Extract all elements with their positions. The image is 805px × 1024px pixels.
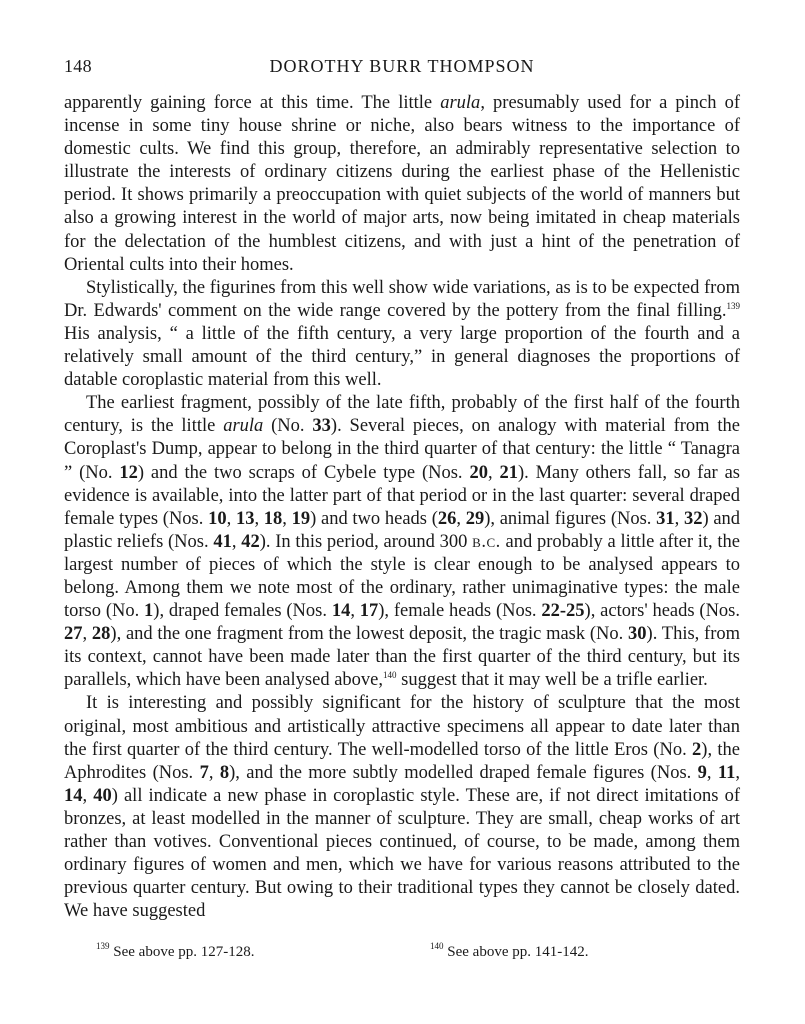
paragraph-3: The earliest fragment, possibly of the late fifth, probably of the first half of the fourth century, is the little arula (No. 33). Several pieces, on analogy with material from the Coroplast's Dump, appear to belong in the third quarter of that century: the little “ Tanagra ” (No. 12) and the two scraps of Cybele type (Nos. 20, 21). Many others fall, so far as evidence is available, into the latter part of that period or in the last quarter: several draped female types (Nos. 10, 13, 18, 19) and two heads (26, 29), animal figures (Nos. 31, 32) and plastic reliefs (Nos. 41, 42). In this period, around 300 b.c. and probably a little after it, the largest number of pieces of which the style is clear enough to be analysed appears to belong. Among them we note most of the ordinary, rather unimaginative types: the male torso (No. 1), draped females (Nos. 14, 17), female heads (Nos. 22-25), actors' heads (Nos. 27, 28), and the one fragment from the lowest deposit, the tragic mask (No. 30). This, from its context, cannot have been made later than the first quarter of the third century, but its parallels, which have been analysed above,$^{140}$ suggest that it may well be a trifle earlier. xyxy=(64,393,741,691)
body-text xyxy=(64,92,740,923)
footnote-ref-139[interactable]: 139 xyxy=(726,300,740,311)
page xyxy=(64,52,740,923)
running-head: DOROTHY BURR THOMPSON xyxy=(269,56,535,76)
footnote-text: See above pp. 141-142. xyxy=(443,944,589,960)
paragraph-1: apparently gaining force at this time. The little arula, presumably used for a pinch of incense in some tiny house shrine or niche, also bears witness to the importance of domestic cults. We find this group, therefore, an admirably representative selection to illustrate the interests of ordinary citizens during the earliest phase of the Hellenistic period. It shows primarily a preoccupation with quiet subjects of the world of manners but also a growing interest in the world of major arts, now being imitated in cheap materials for the delectation of the humblest citizens, and with just a hint of the penetration of Oriental cults into their homes. xyxy=(64,93,740,275)
page-header xyxy=(64,52,740,82)
footnote-ref-140[interactable]: 140 xyxy=(383,670,397,681)
footnote-140 xyxy=(430,941,589,961)
footnote-text: See above pp. 127-128. xyxy=(109,944,255,960)
footnote-139 xyxy=(96,941,255,961)
footnote-number: 140 xyxy=(430,941,444,951)
paragraph-4: It is interesting and possibly significant for the history of sculpture that the most original, most ambitious and artistically attractive specimens all appear to date later than the first quarter of the third century. The well-modelled torso of the little Eros (No. 2), the Aphrodites (Nos. 7, 8), and the more subtly modelled draped female figures (Nos. 9, 11, 14, 40) all indicate a new phase in coroplastic style. These are, if not direct imitations of bronzes, at least modelled in the manner of sculpture. They are small, cheap works of art rather than votives. Conventional pieces continued, of course, to be made, among them ordinary figures of women and men, which we have for various reasons attributed to the previous quarter century. But owing to their traditional types they cannot be closely dated. We have suggested xyxy=(64,693,741,922)
page-number: 148 xyxy=(64,56,92,76)
footnote-number: 139 xyxy=(96,941,110,951)
paragraph-2: Stylistically, the figurines from this well show wide variations, as is to be expected from Dr. Edwards' comment on the wide range covered by the pottery from the final filling.$^{139}$ His analysis, “ a little of the fifth century, a very large proportion of the fourth and a relatively small amount of the third century,” in general diagnoses the proportions of datable coroplastic material from this well. xyxy=(64,277,740,391)
